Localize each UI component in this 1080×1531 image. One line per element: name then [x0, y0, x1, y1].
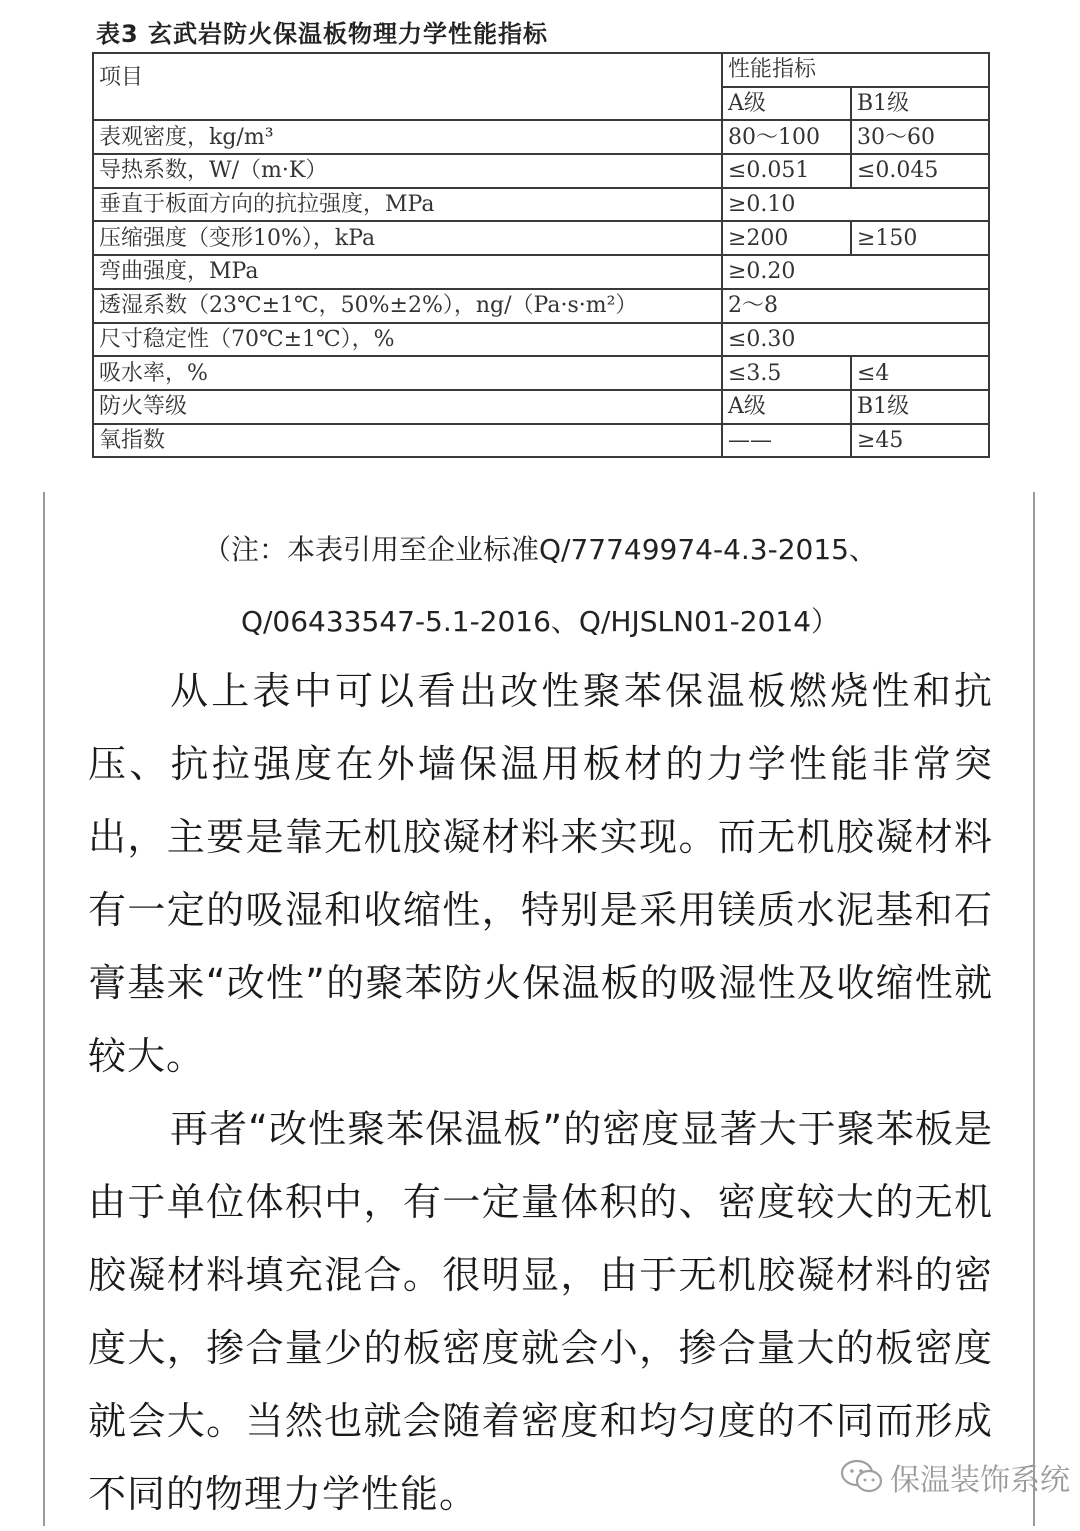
row-b1-cell: 30～60	[851, 120, 989, 154]
table-row	[93, 188, 989, 222]
table-row	[93, 390, 989, 424]
table-row	[93, 356, 989, 390]
row-item-cell: 防火等级	[93, 390, 722, 424]
row-item-cell: 压缩强度（变形10%），kPa	[93, 221, 722, 255]
row-item-cell: 吸水率，%	[93, 356, 722, 390]
row-item-cell: 导热系数，W/（m·K）	[93, 154, 722, 188]
row-b1-cell: B1级	[851, 390, 989, 424]
table-row	[93, 289, 989, 323]
row-b1-cell: ≤4	[851, 356, 989, 390]
account-watermark	[840, 1455, 1070, 1499]
wechat-icon	[840, 1459, 884, 1495]
row-a-cell: ≤0.051	[722, 154, 851, 188]
paragraph-1: 从上表中可以看出改性聚苯保温板燃烧性和抗压、抗拉强度在外墙保温用板材的力学性能非常突出，主要是靠无机胶凝材料来实现。而无机胶凝材料有一定的吸湿和收缩性，特别是采用镁质水泥基和石膏基来“改性”的聚苯防火保温板的吸湿性及收缩性就较大。	[88, 669, 993, 1078]
spec-table	[92, 52, 990, 458]
row-a-cell: ——	[722, 424, 851, 458]
row-value-cell: ≥0.10	[722, 188, 989, 222]
row-a-cell: 80～100	[722, 120, 851, 154]
table-row	[93, 221, 989, 255]
row-b1-cell: ≤0.045	[851, 154, 989, 188]
table-row	[93, 154, 989, 188]
table-row	[93, 323, 989, 357]
header-item-cell: 项目	[93, 53, 722, 120]
table-note-line-1: （注：本表引用至企业标准Q/77749974-4.3-2015、	[203, 533, 877, 566]
header-a-cell: A级	[722, 87, 851, 121]
table-header-row	[93, 53, 989, 87]
header-group-cell: 性能指标	[722, 53, 989, 87]
table-title: 表3 玄武岩防火保温板物理力学性能指标	[96, 20, 549, 48]
row-value-cell: ≤0.30	[722, 323, 989, 357]
table-row	[93, 424, 989, 458]
row-item-cell: 弯曲强度，MPa	[93, 255, 722, 289]
row-b1-cell: ≥45	[851, 424, 989, 458]
row-item-cell: 氧指数	[93, 424, 722, 458]
table-note-line-2: Q/06433547-5.1-2016、Q/HJSLN01-2014）	[240, 605, 840, 638]
table-row	[93, 255, 989, 289]
row-a-cell: A级	[722, 390, 851, 424]
row-b1-cell: ≥150	[851, 221, 989, 255]
spec-table-figure	[0, 0, 1080, 492]
row-item-cell: 表观密度，kg/m³	[93, 120, 722, 154]
watermark-label: 保温装饰系统	[890, 1463, 1070, 1498]
row-value-cell: ≥0.20	[722, 255, 989, 289]
header-b1-cell: B1级	[851, 87, 989, 121]
row-value-cell: 2～8	[722, 289, 989, 323]
row-item-cell: 透湿系数（23℃±1℃，50%±2%），ng/（Pa·s·m²）	[93, 289, 722, 323]
article-body	[88, 655, 993, 1531]
paragraph-2: 再者“改性聚苯保温板”的密度显著大于聚苯板是由于单位体积中，有一定量体积的、密度较大的无机胶凝材料填充混合。很明显，由于无机胶凝材料的密度大，掺合量少的板密度就会小，掺合量大的板密度就会大。当然也就会随着密度和均匀度的不同而形成不同的物理力学性能。	[88, 1107, 993, 1516]
table-row	[93, 120, 989, 154]
row-a-cell: ≤3.5	[722, 356, 851, 390]
row-item-cell: 垂直于板面方向的抗拉强度，MPa	[93, 188, 722, 222]
row-item-cell: 尺寸稳定性（70℃±1℃），%	[93, 323, 722, 357]
row-a-cell: ≥200	[722, 221, 851, 255]
